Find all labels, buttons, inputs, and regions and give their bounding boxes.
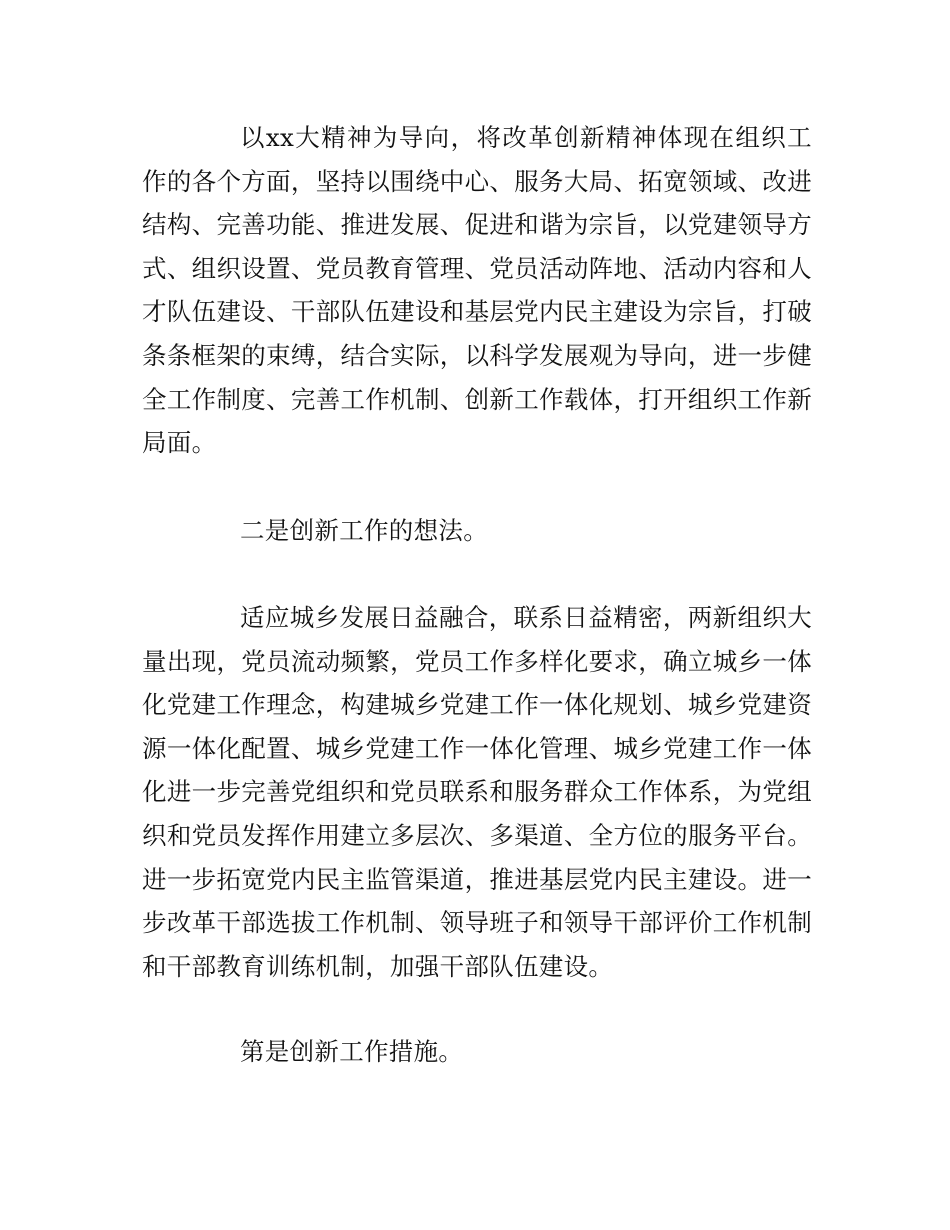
paragraph-organization-work: 以xx大精神为导向，将改革创新精神体现在组织工作的各个方面，坚持以围绕中心、服务大局、拓宽领域、改进结构、完善功能、推进发展、促进和谐为宗旨，以党建领导方式、组织设置、党员教育管理、党员活动阵地、活动内容和人才队伍建设、干部队伍建设和基层党内民主建设为宗旨，打破条条框架的束缚，结合实际，以科学发展观为导向，进一步健全工作制度、完善工作机制、创新工作载体，打开组织工作新局面。 — [142, 123, 812, 458]
heading-innovation-measures: 第是创新工作措施。 — [240, 1037, 464, 1066]
heading-innovation-ideas: 二是创新工作的想法。 — [240, 516, 488, 545]
paragraph-urban-rural-party-building: 适应城乡发展日益融合，联系日益精密，两新组织大量出现，党员流动频繁，党员工作多样化要求，确立城乡一体化党建工作理念，构建城乡党建工作一体化规划、城乡党建资源一体化配置、城乡党建工作一体化管理、城乡党建工作一体化进一步完善党组织和党员联系和服务群众工作体系，为党组织和党员发挥作用建立多层次、多渠道、全方位的服务平台。进一步拓宽党内民主监管渠道，推进基层党内民主建设。进一步改革干部选拔工作机制、领导班子和领导干部评价工作机制和干部教育训练机制，加强干部队伍建设。 — [142, 603, 812, 981]
